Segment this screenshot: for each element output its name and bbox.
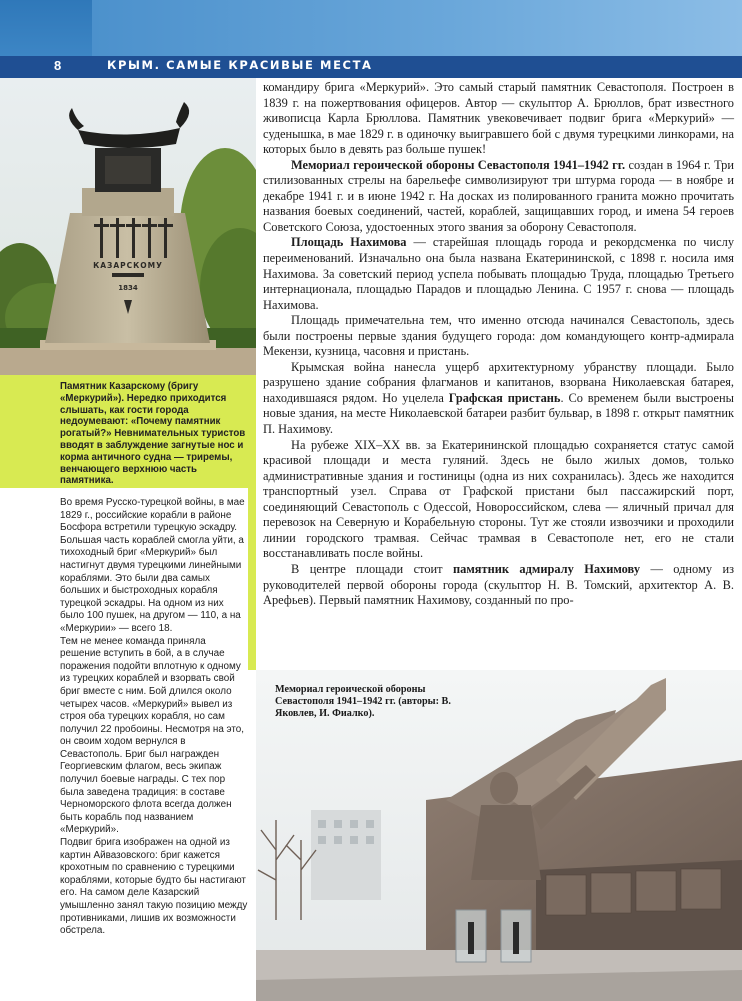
page-number: 8 — [54, 58, 62, 73]
article-text: создан в 1964 г. Три стилизованных стрелы на барельефе символизируют три штурма города — в ноябре и декабре 1941 г. и в июне 1942 г. На досках из полированного гранита можно прочитать названия боевых соединений, частей, кораблей, защищавших город, и имена 54 героев Советского Союза, удостоенных этого звания за оборону Севастополя. — [263, 157, 734, 234]
header-band-gradient — [92, 0, 742, 56]
article-text: — одному из руководителей первой обороны города (скульптор Н. В. Томский, архитектор А. В. Арефьев). Первый памятник Нахимову, созданный по про- — [263, 561, 735, 608]
nakhimov-square-term: Площадь Нахимова — [291, 235, 407, 250]
article-text: — старейшая площадь города и рекордсменка по числу переименований. Изначально она была названа Екатерининской, с 1898 г. носила имя Нахимова. За советский период успела побывать площадью Труда, площадью Третьего интернационала, площадью Парадов и площадью Ленина. С 1957 г. снова — площадь Нахимова. — [263, 235, 735, 312]
grafskaya-pier-term: Графская пристань — [448, 390, 561, 405]
sidebar-paragraph: Тем не менее команда приняла решение вступить в бой, а в случае поражения подойти вплотную к одному из турецких кораблей и взорвать свой бриг вместе с ним. Бой длился около четырех часов. «Меркурий» вывел из строя оба турецких корабля, но сам получил 22 пробоины. Несмотря на это, он своим ходом вернулся в Севастополь. Бриг был награжден Георгиевским флагом, весь экипаж получил боевые награды. С тех пор была заведена традиция: в составе Черноморского флота всегда должен быть корабль под названием «Меркурий». — [60, 635, 245, 836]
running-title: КРЫМ. САМЫЕ КРАСИВЫЕ МЕСТА — [107, 58, 373, 72]
plaque-year: 1834 — [118, 284, 138, 292]
photo-kazarsky-monument — [0, 78, 256, 375]
sidebar-paragraph: Подвиг брига изображен на одной из картин Айвазовского: бриг кажется крохотным по сравнению с турецкими кораблями, которые будто бы настигают его. На самом деле Казарский умышленно занял такую позицию между противниками, лишив их возможности обстрела. — [60, 837, 248, 937]
article-paragraph — [263, 235, 734, 313]
main-article — [263, 80, 734, 609]
caption-memorial: Мемориал героической обороны Севастополя 1941–1942 гг. (авторы: В. Яковлев, И. Фиалко). — [275, 684, 451, 719]
header-band — [0, 0, 742, 56]
plaque-name: КАЗАРСКОМУ — [93, 261, 163, 270]
article-paragraph — [263, 360, 734, 438]
article-text: Крымская война нанесла ущерб архитектурному убранству площади. Было разрушено здание собрания флагманов и капитанов, взорвана Николаевская батарея, находившаяся рядом. Но уцелела — [263, 359, 734, 405]
article-paragraph — [263, 562, 734, 609]
article-paragraph — [263, 158, 734, 236]
sidebar-paragraph: Во время Русско-турецкой войны, в мае 1829 г., российские корабли в районе Босфора встретили турецкую эскадру. Большая часть кораблей смогла уйти, а тихоходный бриг «Меркурий» был настигнут двумя турецкими линейными кораблями. Это были два самых больших и быстроходных корабля турецкой эскадры. На одном из них было 100 пушек, на другом — 110, а на «Меркурии» — всего 18. — [60, 497, 245, 634]
article-paragraph: На рубеже XIX–XX вв. за Екатерининской площадью сохраняется статус самой красивой площади и места гуляний. Здесь не было жилых домов, только административные здания и гостиницы (одна из них сохранилась). Здесь же находится транспортный узел. Справа от Графской пристани был пассажирский порт, соединяющий Севастополь с Одессой, Новороссийском, слева — яличный причал для перевозок на Северную и Корабельную стороны. Тут же стояли извозчики и проходили линии городского трамвая. Сейчас трамвая в Севастополе нет, его не стали восстанавливать после войны. — [263, 437, 734, 561]
nakhimov-monument-term: памятник адмиралу Нахимову — [453, 561, 641, 576]
article-paragraph: Площадь примечательна тем, что именно отсюда начинался Севастополь, здесь были построены первые здания будущего города: дом командующего контр-адмирала Мекензи, кузница, часовня и пристань. — [263, 313, 734, 359]
memorial-term: Мемориал героической обороны Севастополя 1941–1942 гг. — [291, 157, 626, 172]
article-text: В центре площади стоит — [291, 561, 453, 576]
article-paragraph: командиру брига «Меркурий». Это самый старый памятник Севастополя. Построен в 1839 г. на пожертвования офицеров. Автор — скульптор А. Брюллов, брат известного живописца Карла Брюллова. Памятник увековечивает подвиг брига «Меркурий» — суденышка, в мае 1829 г. в одиночку выигравшего бой с двумя турецкими линкорами, на которых было в девять раз больше пушек! — [263, 80, 734, 157]
article-text: . Со временем были выстроены новые здания, на месте Николаевской батареи разбит бульвар, в 1898 г. открыт памятник П. Нахимову. — [263, 390, 734, 437]
sidebar-text — [60, 497, 248, 938]
caption-kazarsky: Памятник Казарскому (бригу «Меркурий»). Нередко приходится слышать, как гости города недоумевают: «Почему памятник рогатый?» Невнимательных туристов вводят в заблуждение загнутые нос и корма античного судна — триремы, венчающего верхнюю часть памятника. — [0, 375, 256, 488]
